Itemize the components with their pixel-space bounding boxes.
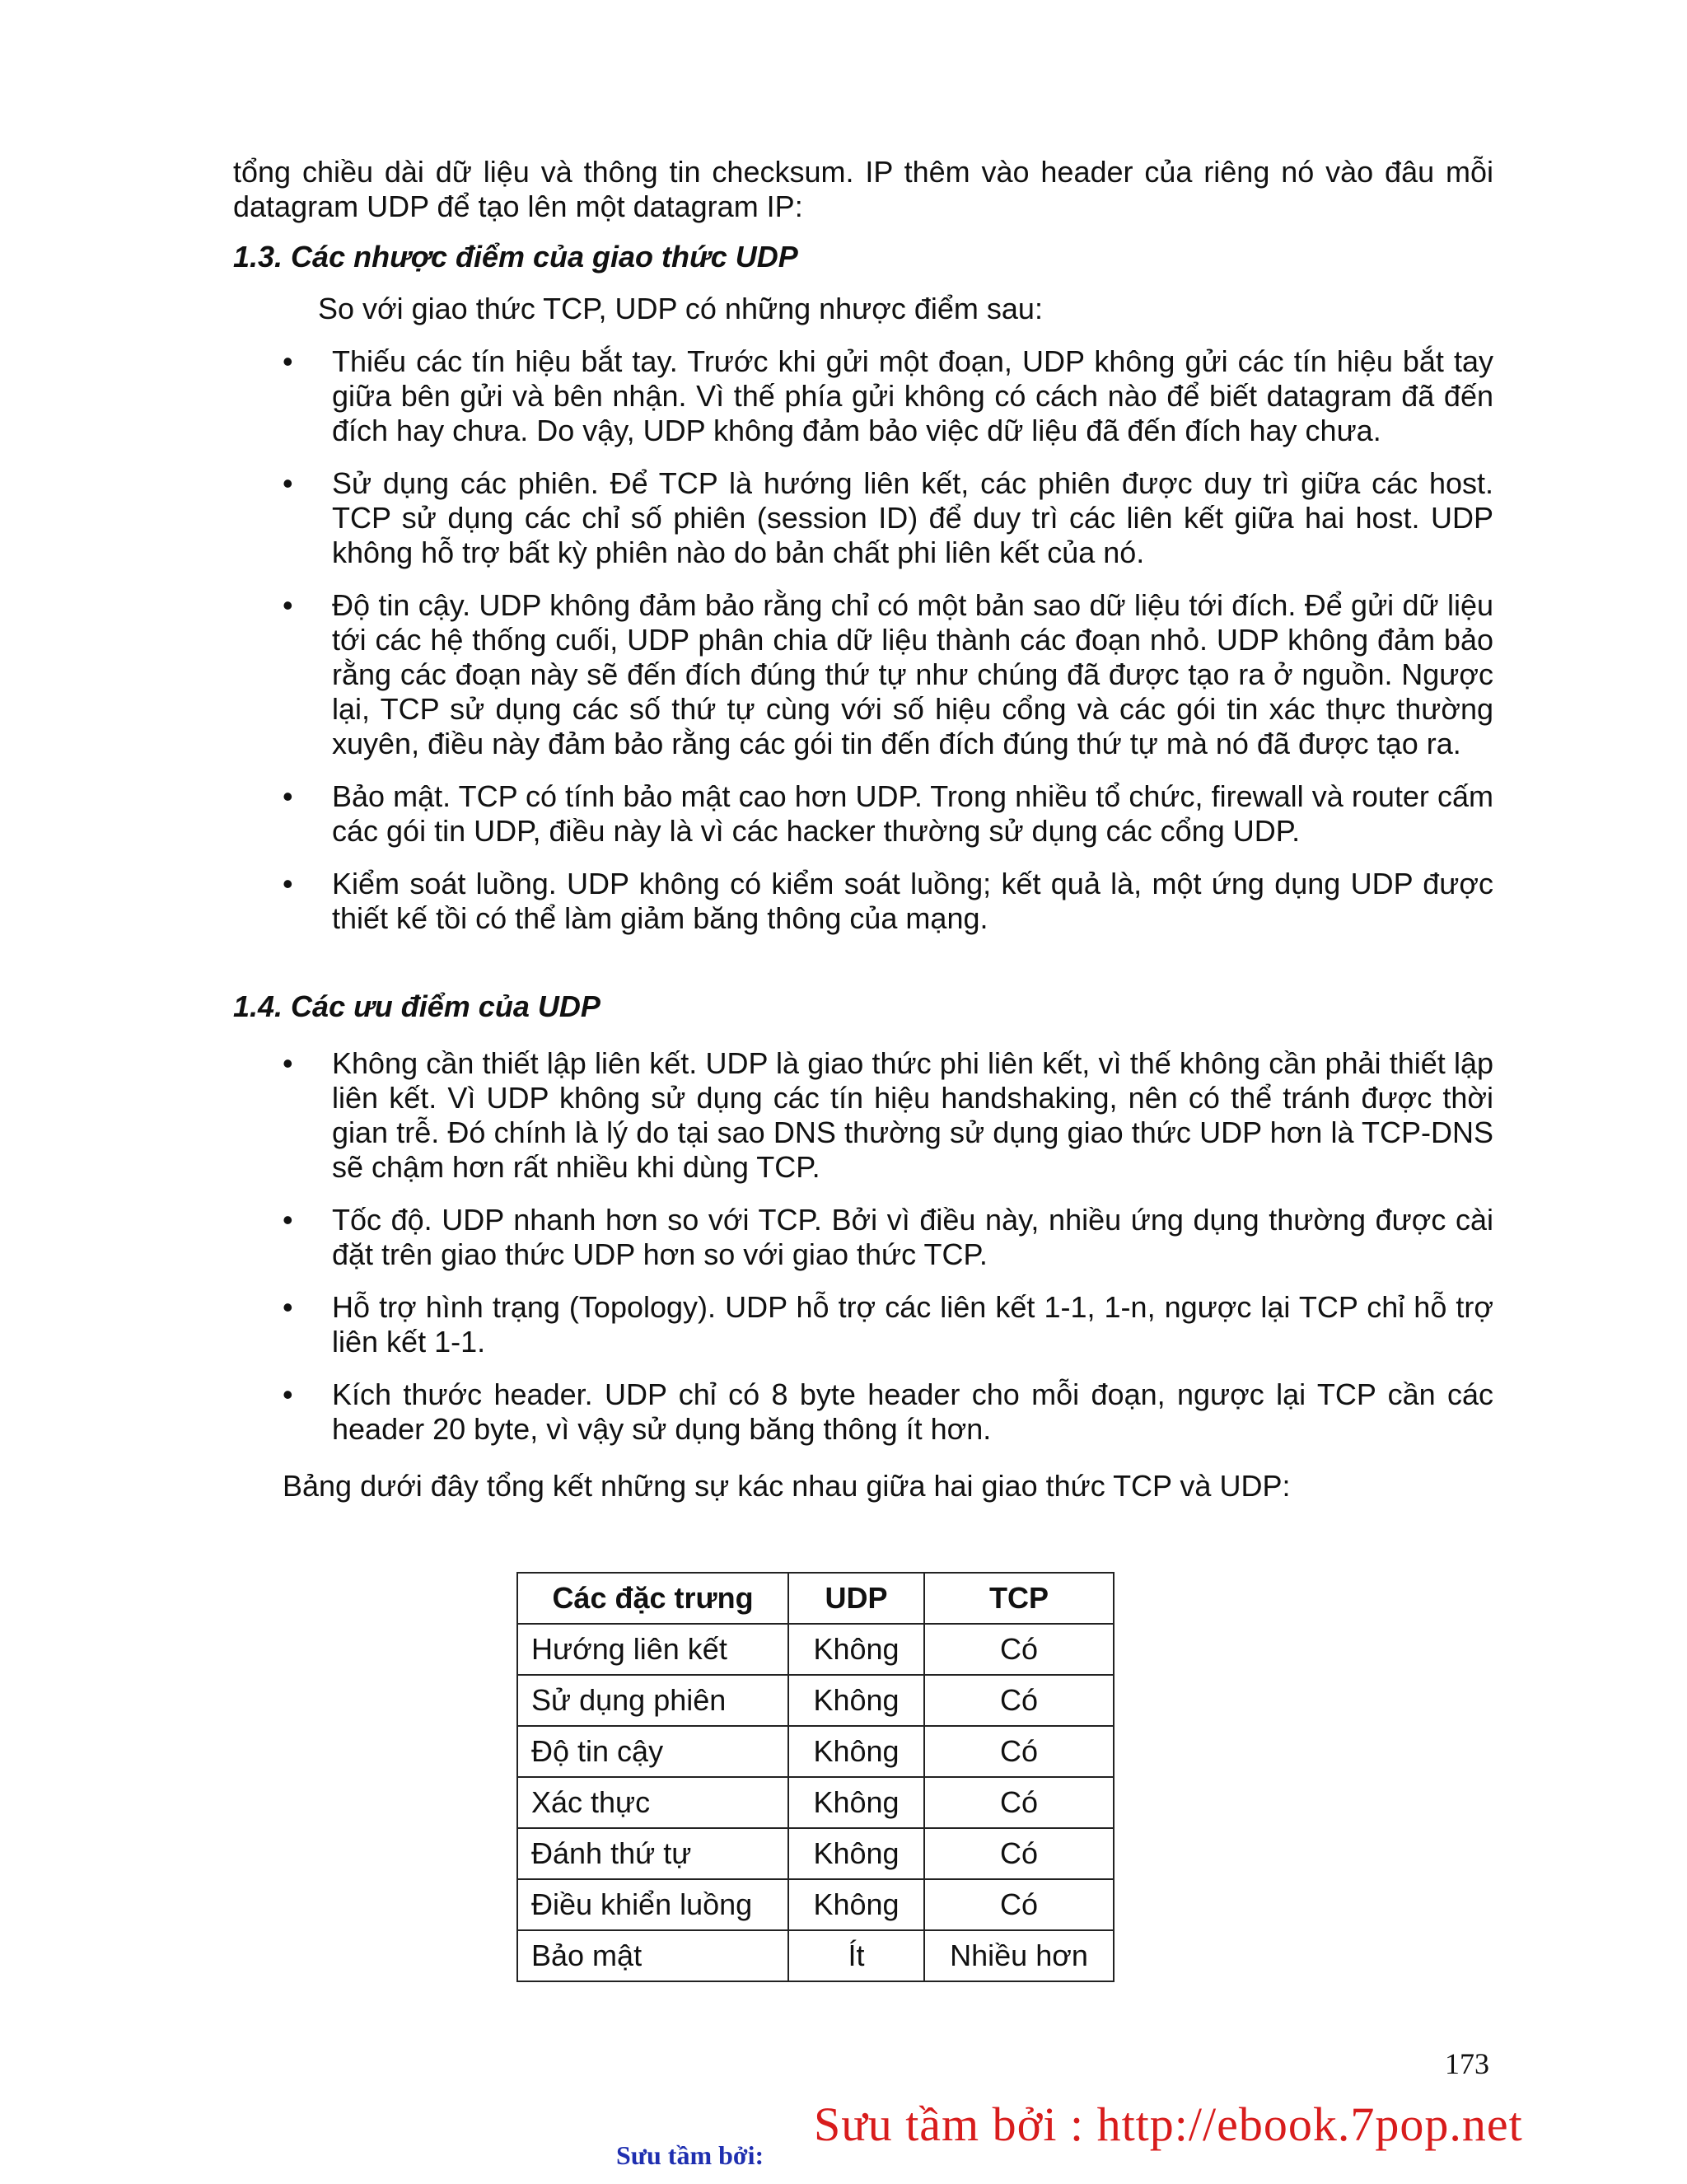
table-cell: Sử dụng phiên [517,1675,788,1726]
table-cell: Có [924,1828,1114,1879]
table-row [517,1624,1114,1675]
list-item: • Không cần thiết lập liên kết. UDP là giao thức phi liên kết, vì thế không cần phải thiết lập liên kết. Vì UDP không sử dụng các tín hiệu handshaking, nên có thể tránh được thời gian trễ. Đó chính là lý do tại sao DNS thường sử dụng giao thức UDP hơn là TCP-DNS sẽ chậm hơn rất nhiều khi dùng TCP. [283,1046,1493,1184]
table-cell: Có [924,1726,1114,1777]
list-item: • Kích thước header. UDP chỉ có 8 byte header cho mỗi đoạn, ngược lại TCP cần các header 20 byte, vì vậy sử dụng băng thông ít hơn. [283,1377,1493,1446]
list-item: • Hỗ trợ hình trạng (Topology). UDP hỗ trợ các liên kết 1-1, 1-n, ngược lại TCP chỉ hỗ trợ liên kết 1-1. [283,1290,1493,1359]
table-row [517,1675,1114,1726]
table-cell: Bảo mật [517,1930,788,1981]
table-cell: Không [788,1624,924,1675]
bullet-icon: • [283,1377,293,1411]
list-item: • Độ tin cậy. UDP không đảm bảo rằng chỉ có một bản sao dữ liệu tới đích. Để gửi dữ liệu tới các hệ thống cuối, UDP phân chia dữ liệu thành các đoạn nhỏ. UDP không đảm bảo rằng các đoạn này sẽ đến đích đúng thứ tự như chúng đã được tạo ra ở nguồn. Ngược lại, TCP sử dụng các số thứ tự cùng với số hiệu cổng và các gói tin xác thực thường xuyên, điều này đảm bảo rằng các gói tin đến đích đúng thứ tự mà nó đã được tạo ra. [283,588,1493,760]
column-header-tcp: TCP [924,1573,1114,1624]
comparison-table [516,1572,1115,1982]
column-header-feature: Các đặc trưng [517,1573,788,1624]
table-intro-text: Bảng dưới đây tổng kết những sự kác nhau giữa hai giao thức TCP và UDP: [283,1469,1291,1503]
table-row [517,1828,1114,1879]
bullet-icon: • [283,1203,293,1237]
table-row [517,1879,1114,1930]
bullet-icon: • [283,1046,293,1080]
list-item: • Kiểm soát luồng. UDP không có kiểm soát luồng; kết quả là, một ứng dụng UDP được thiết kế tồi có thể làm giảm băng thông của mạng. [283,867,1493,935]
footer-source-label: Sưu tầm bởi: [616,2140,764,2170]
disadvantages-list [233,344,1493,954]
table-cell: Nhiều hơn [924,1930,1114,1981]
list-item: • Tốc độ. UDP nhanh hơn so với TCP. Bởi vì điều này, nhiều ứng dụng thường được cài đặt trên giao thức UDP hơn so với giao thức TCP. [283,1203,1493,1271]
section-heading-advantages: 1.4. Các ưu điểm của UDP [233,989,600,1023]
bullet-icon: • [283,344,293,378]
list-item: • Bảo mật. TCP có tính bảo mật cao hơn UDP. Trong nhiều tổ chức, firewall và router cấm các gói tin UDP, điều này là vì các hacker thường sử dụng các cổng UDP. [283,779,1493,848]
table-header-row [517,1573,1114,1624]
bullet-icon: • [283,1290,293,1324]
table-cell: Không [788,1879,924,1930]
footer-source-watermark: Sưu tầm bởi : http://ebook.7pop.net [814,2097,1523,2151]
column-header-udp: UDP [788,1573,924,1624]
table-cell: Không [788,1675,924,1726]
table-cell: Có [924,1777,1114,1828]
list-item: • Thiếu các tín hiệu bắt tay. Trước khi gửi một đoạn, UDP không gửi các tín hiệu bắt tay giữa bên gửi và bên nhận. Vì thế phía gửi không có cách nào để biết datagram đã đến đích hay chưa. Do vậy, UDP không đảm bảo việc dữ liệu đã đến đích hay chưa. [283,344,1493,447]
table-cell: Có [924,1675,1114,1726]
table-row [517,1930,1114,1981]
list-item: • Sử dụng các phiên. Để TCP là hướng liên kết, các phiên được duy trì giữa các host. TCP sử dụng các chỉ số phiên (session ID) để duy trì các liên kết giữa hai host. UDP không hỗ trợ bất kỳ phiên nào do bản chất phi liên kết của nó. [283,466,1493,569]
table-row [517,1777,1114,1828]
table-cell: Có [924,1879,1114,1930]
table-cell: Không [788,1777,924,1828]
table-row [517,1726,1114,1777]
section-lead-disadvantages: So với giao thức TCP, UDP có những nhược điểm sau: [318,292,1043,325]
section-heading-disadvantages: 1.3. Các nhược điểm của giao thức UDP [233,240,798,274]
bullet-icon: • [283,466,293,500]
table-cell: Đánh thứ tự [517,1828,788,1879]
advantages-list [233,1046,1493,1465]
table-cell: Không [788,1828,924,1879]
table-cell: Có [924,1624,1114,1675]
page-number: 173 [1445,2047,1489,2080]
bullet-icon: • [283,779,293,813]
bullet-icon: • [283,867,293,900]
table-cell: Xác thực [517,1777,788,1828]
table-cell: Ít [788,1930,924,1981]
table-cell: Hướng liên kết [517,1624,788,1675]
intro-paragraph: tổng chiều dài dữ liệu và thông tin checksum. IP thêm vào header của riêng nó vào đâu mỗi datagram UDP để tạo lên một datagram IP: [233,155,1493,223]
bullet-icon: • [283,588,293,622]
table-cell: Độ tin cậy [517,1726,788,1777]
table-cell: Điều khiển luồng [517,1879,788,1930]
table-cell: Không [788,1726,924,1777]
